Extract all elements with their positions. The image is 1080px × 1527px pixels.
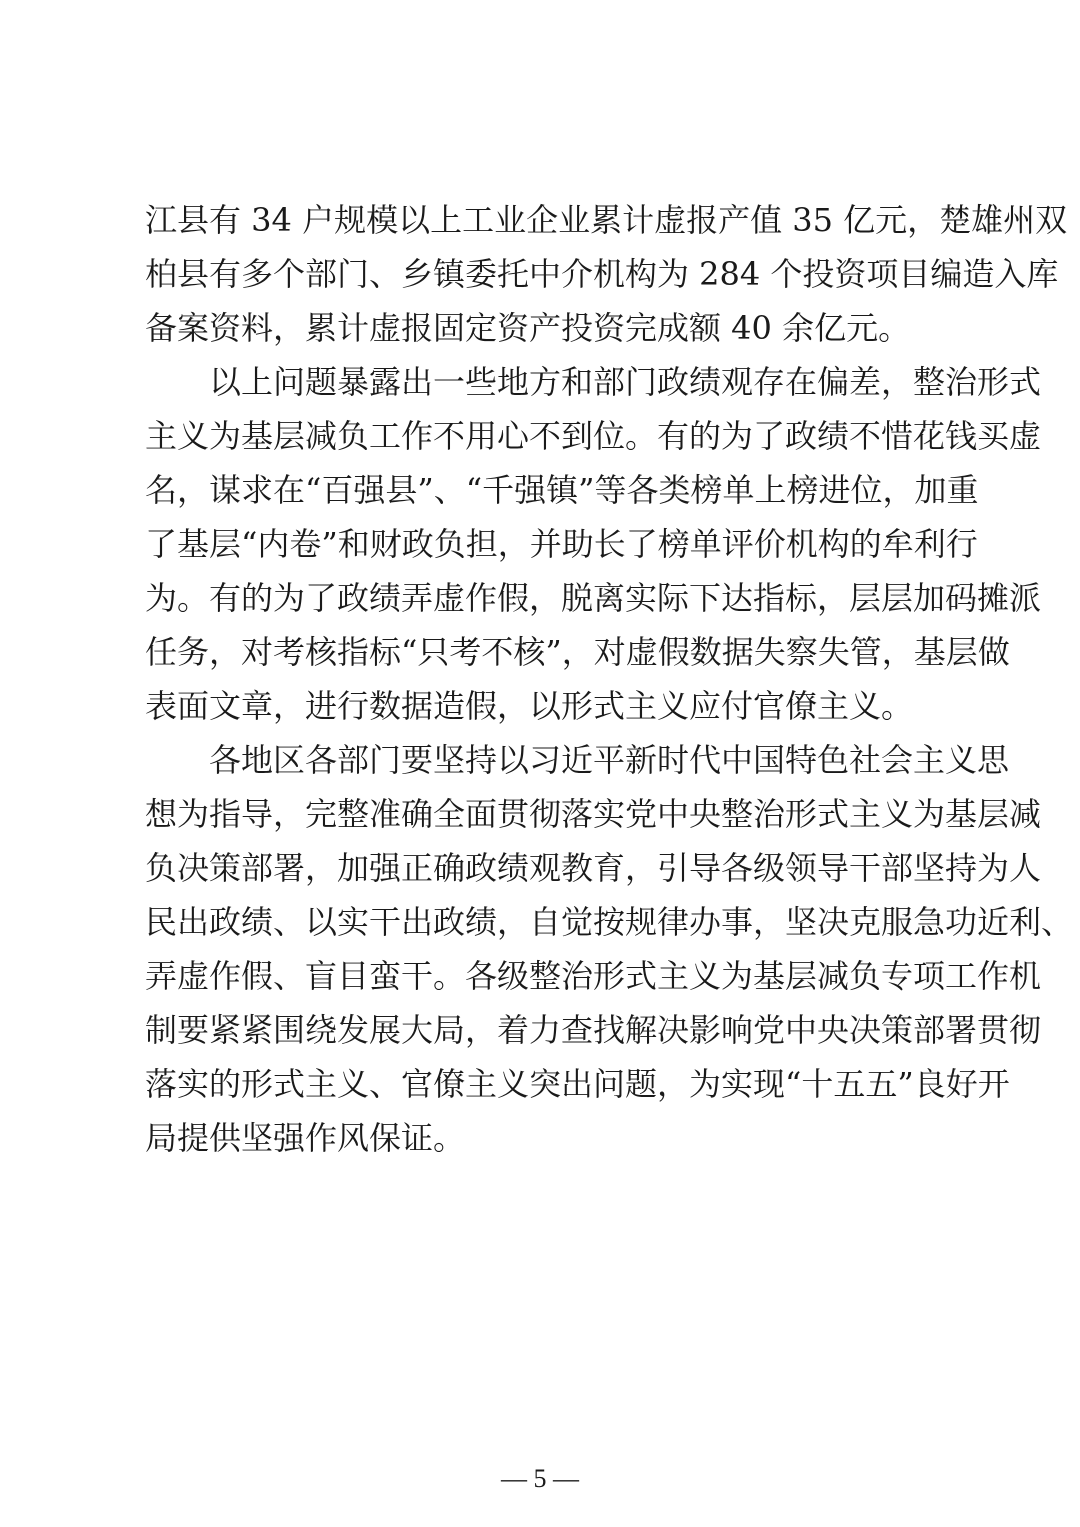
text-line: 弄虚作假、盲目蛮干。各级整治形式主义为基层减负专项工作机	[145, 957, 1042, 995]
text-line: 负决策部署，加强正确政绩观教育，引导各级领导干部坚持为人	[145, 849, 1042, 887]
paragraph-3	[145, 733, 1074, 1165]
text-line: 任务，对考核指标“只考不核”，对虚假数据失察失管，基层做	[145, 633, 1010, 671]
text-line: 表面文章，进行数据造假，以形式主义应付官僚主义。	[145, 687, 914, 725]
text-line: 江县有 34 户规模以上工业企业累计虚报产值 35 亿元，楚雄州双	[145, 201, 1068, 239]
text-line: 了基层“内卷”和财政负担，并助长了榜单评价机构的牟利行	[145, 525, 978, 563]
text-line: 制要紧紧围绕发展大局，着力查找解决影响党中央决策部署贯彻	[145, 1011, 1042, 1049]
text-line: 民出政绩、以实干出政绩，自觉按规律办事，坚决克服急功近利、	[145, 903, 1074, 941]
text-line: 各地区各部门要坚持以习近平新时代中国特色社会主义思	[209, 741, 1010, 779]
text-line: 以上问题暴露出一些地方和部门政绩观存在偏差，整治形式	[209, 363, 1042, 401]
paragraph-2	[145, 355, 1042, 733]
text-line: 局提供坚强作风保证。	[145, 1119, 466, 1157]
text-line: 名，谋求在“百强县”、“千强镇”等各类榜单上榜进位，加重	[145, 471, 979, 509]
body-text	[145, 193, 1074, 1165]
text-line: 柏县有多个部门、乡镇委托中介机构为 284 个投资项目编造入库	[145, 255, 1059, 293]
text-line: 落实的形式主义、官僚主义突出问题，为实现“十五五”良好开	[145, 1065, 1010, 1103]
text-line: 想为指导，完整准确全面贯彻落实党中央整治形式主义为基层减	[145, 795, 1042, 833]
text-line: 主义为基层减负工作不用心不到位。有的为了政绩不惜花钱买虚	[145, 417, 1042, 455]
page-number: — 5 —	[501, 1464, 579, 1493]
text-line: 为。有的为了政绩弄虚作假，脱离实际下达指标，层层加码摊派	[145, 579, 1042, 617]
text-line: 备案资料，累计虚报固定资产投资完成额 40 余亿元。	[145, 309, 911, 347]
paragraph-1	[145, 193, 1068, 355]
